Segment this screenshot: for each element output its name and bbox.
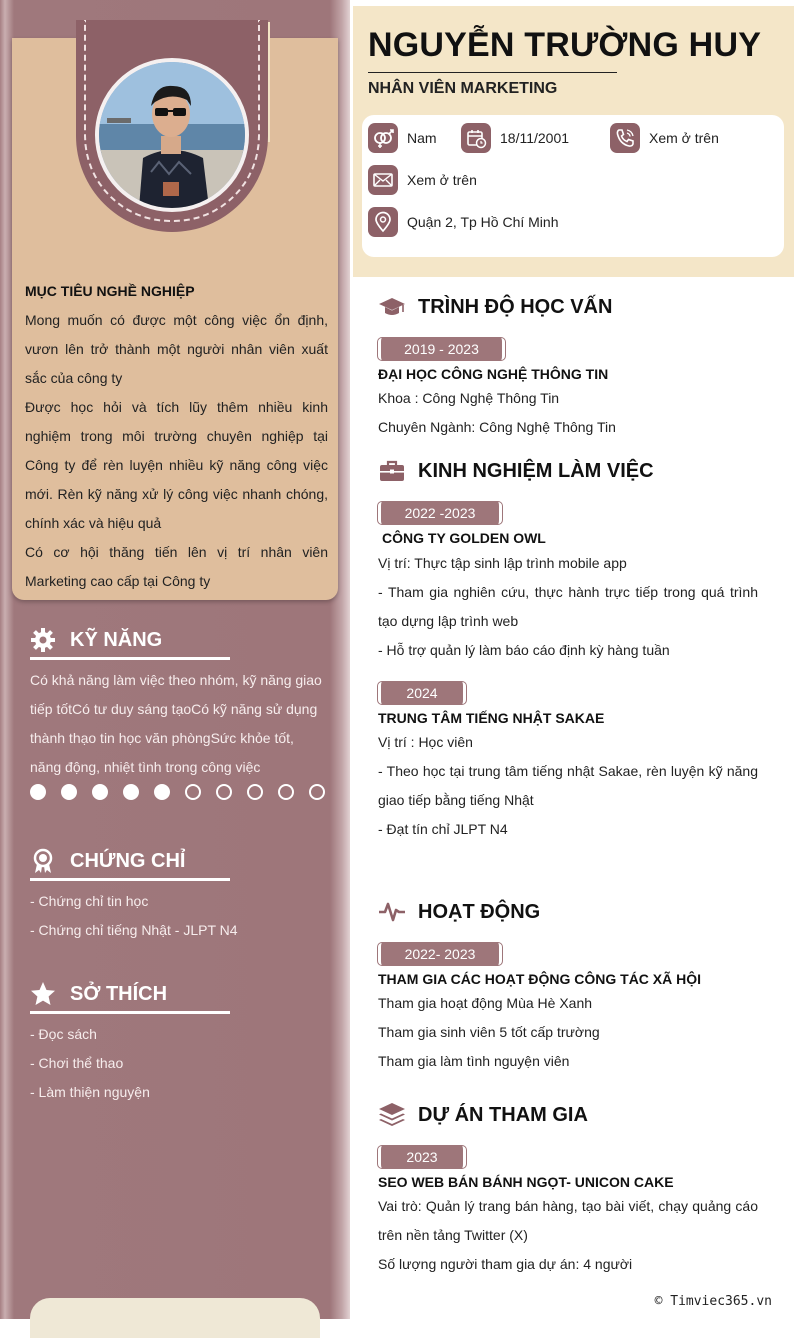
projects-heading (378, 1101, 588, 1129)
skills-title: KỸ NĂNG (70, 628, 163, 651)
birthday-value: 18/11/2001 (500, 130, 570, 146)
experience-line: Vị trí : Học viên (378, 734, 473, 750)
project-line: Số lượng người tham gia dự án: 4 người (378, 1256, 633, 1272)
education-school: ĐẠI HỌC CÔNG NGHỆ THÔNG TIN (378, 366, 609, 382)
skills-text: Có khả năng làm việc theo nhóm, kỹ năng giao tiếp tốtCó tư duy sáng tạoCó kỹ năng sử dụng thành thạo tin học văn phòngSức khỏe tốt, năng động, nhiệt tình trong công việc (30, 672, 322, 775)
education-period: 2019 - 2023 (378, 338, 505, 360)
career-goal-text (25, 306, 328, 596)
certificate-item: - Chứng chỉ tiếng Nhật - JLPT N4 (30, 922, 238, 938)
pulse-icon (378, 898, 406, 926)
rating-dot (247, 784, 263, 800)
experience-period: 2024 (378, 682, 466, 704)
projects-name: SEO WEB BÁN BÁNH NGỌT- UNICON CAKE (378, 1174, 674, 1190)
education-line: Khoa : Công Nghệ Thông Tin (378, 390, 560, 406)
career-goal-paragraph: Mong muốn có được một công việc ổn định, vươn lên trở thành một người nhân viên xuất sắc của công ty (25, 312, 328, 386)
career-goal-paragraph: Được học hỏi và tích lũy thêm nhiều kinh nghiệm trong môi trường chuyên nghiệp tại Công ty để rèn luyện nhiều kỹ năng công việc mới. Rèn kỹ năng xử lý công việc nhanh chóng, chính xác và hiệu quả (25, 399, 328, 531)
sidebar (0, 0, 350, 1319)
calendar-icon (461, 123, 491, 153)
rating-dot (30, 784, 46, 800)
experience-details (378, 728, 758, 844)
experience-details (378, 549, 758, 665)
phone-icon (610, 123, 640, 153)
award-icon (30, 848, 56, 874)
contact-phone (610, 123, 719, 153)
activities-title: HOẠT ĐỘNG (418, 900, 541, 923)
rating-dot (216, 784, 232, 800)
gender-value: Nam (407, 130, 437, 146)
experience-period: 2022 -2023 (378, 502, 502, 524)
name-underline (368, 72, 617, 73)
experience-line: Vị trí: Thực tập sinh lập trình mobile app (378, 555, 627, 571)
graduation-cap-icon (378, 293, 406, 321)
projects-title: DỰ ÁN THAM GIA (418, 1103, 588, 1126)
projects-period: 2023 (378, 1146, 466, 1168)
hobby-item: - Chơi thể thao (30, 1055, 124, 1071)
rating-dot (92, 784, 108, 800)
certificate-item: - Chứng chỉ tin học (30, 893, 149, 909)
skills-heading (30, 627, 162, 653)
layers-icon (378, 1101, 406, 1129)
skills-underline (30, 657, 230, 660)
rating-dot (309, 784, 325, 800)
activities-name: THAM GIA CÁC HOẠT ĐỘNG CÔNG TÁC XÃ HỘI (378, 971, 702, 987)
avatar (95, 58, 249, 212)
education-line: Chuyên Ngành: Công Nghệ Thông Tin (378, 419, 616, 435)
hobbies-title: SỞ THÍCH (70, 982, 168, 1005)
experience-company: TRUNG TÂM TIẾNG NHẬT SAKAE (378, 710, 605, 726)
project-line: Vai trò: Quản lý trang bán hàng, tạo bài viết, chạy quảng cáo trên nền tảng Twitter (X) (378, 1198, 758, 1243)
education-details (378, 384, 758, 442)
education-heading (378, 293, 612, 321)
gear-icon (30, 627, 56, 653)
star-icon (30, 981, 56, 1007)
contact-address (368, 207, 558, 237)
activity-line: Tham gia sinh viên 5 tốt cấp trường (378, 1024, 600, 1040)
phone-value: Xem ở trên (649, 130, 719, 146)
activity-line: Tham gia làm tình nguyện viên (378, 1053, 570, 1069)
location-pin-icon (368, 207, 398, 237)
activities-details (378, 989, 758, 1076)
experience-line: - Hỗ trợ quản lý làm báo cáo định kỳ hàng tuần (378, 642, 670, 658)
footer-watermark: © Timviec365.vn (654, 1294, 772, 1309)
career-goal-title: MỤC TIÊU NGHỀ NGHIỆP (25, 283, 195, 299)
activities-period: 2022- 2023 (378, 943, 502, 965)
briefcase-icon (378, 457, 406, 485)
avatar-photo (99, 62, 245, 208)
experience-heading (378, 457, 654, 485)
address-value: Quận 2, Tp Hồ Chí Minh (407, 214, 559, 230)
projects-details (378, 1192, 758, 1279)
education-title: TRÌNH ĐỘ HỌC VẤN (418, 295, 613, 318)
email-value: Xem ở trên (407, 172, 477, 188)
hobby-item: - Đọc sách (30, 1026, 97, 1042)
job-title: NHÂN VIÊN MARKETING (368, 80, 558, 97)
activity-line: Tham gia hoạt động Mùa Hè Xanh (378, 995, 593, 1011)
skills-rating (30, 784, 340, 800)
candidate-name: NGUYỄN TRƯỜNG HUY (368, 26, 762, 64)
gender-icon (368, 123, 398, 153)
certificates-title: CHỨNG CHỈ (70, 849, 186, 872)
career-goal-paragraph: Có cơ hội thăng tiến lên vị trí nhân viên Marketing cao cấp tại Công ty (25, 544, 328, 589)
experience-line: - Tham gia nghiên cứu, thực hành trực tiếp trong quá trình tạo dựng lập trình web (378, 584, 758, 629)
email-icon (368, 165, 398, 195)
contact-birthday (461, 123, 569, 153)
rating-dot (154, 784, 170, 800)
experience-line: - Theo học tại trung tâm tiếng nhật Sakae, rèn luyện kỹ năng giao tiếp bằng tiếng Nhật (378, 763, 758, 808)
hobbies-heading (30, 981, 167, 1007)
hobby-item: - Làm thiện nguyện (30, 1084, 150, 1100)
contact-gender (368, 123, 437, 153)
experience-company: CÔNG TY GOLDEN OWL (382, 530, 546, 546)
certificates-underline (30, 878, 230, 881)
activities-heading (378, 898, 540, 926)
rating-dot (61, 784, 77, 800)
rating-dot (278, 784, 294, 800)
certificates-heading (30, 848, 185, 874)
contact-email (368, 165, 477, 195)
experience-line: - Đạt tín chỉ JLPT N4 (378, 821, 508, 837)
rating-dot (123, 784, 139, 800)
experience-title: KINH NGHIỆM LÀM VIỆC (418, 459, 654, 482)
bottom-tab (30, 1298, 320, 1338)
rating-dot (185, 784, 201, 800)
certificates-list (30, 887, 328, 945)
hobbies-underline (30, 1011, 230, 1014)
hobbies-list (30, 1020, 328, 1107)
